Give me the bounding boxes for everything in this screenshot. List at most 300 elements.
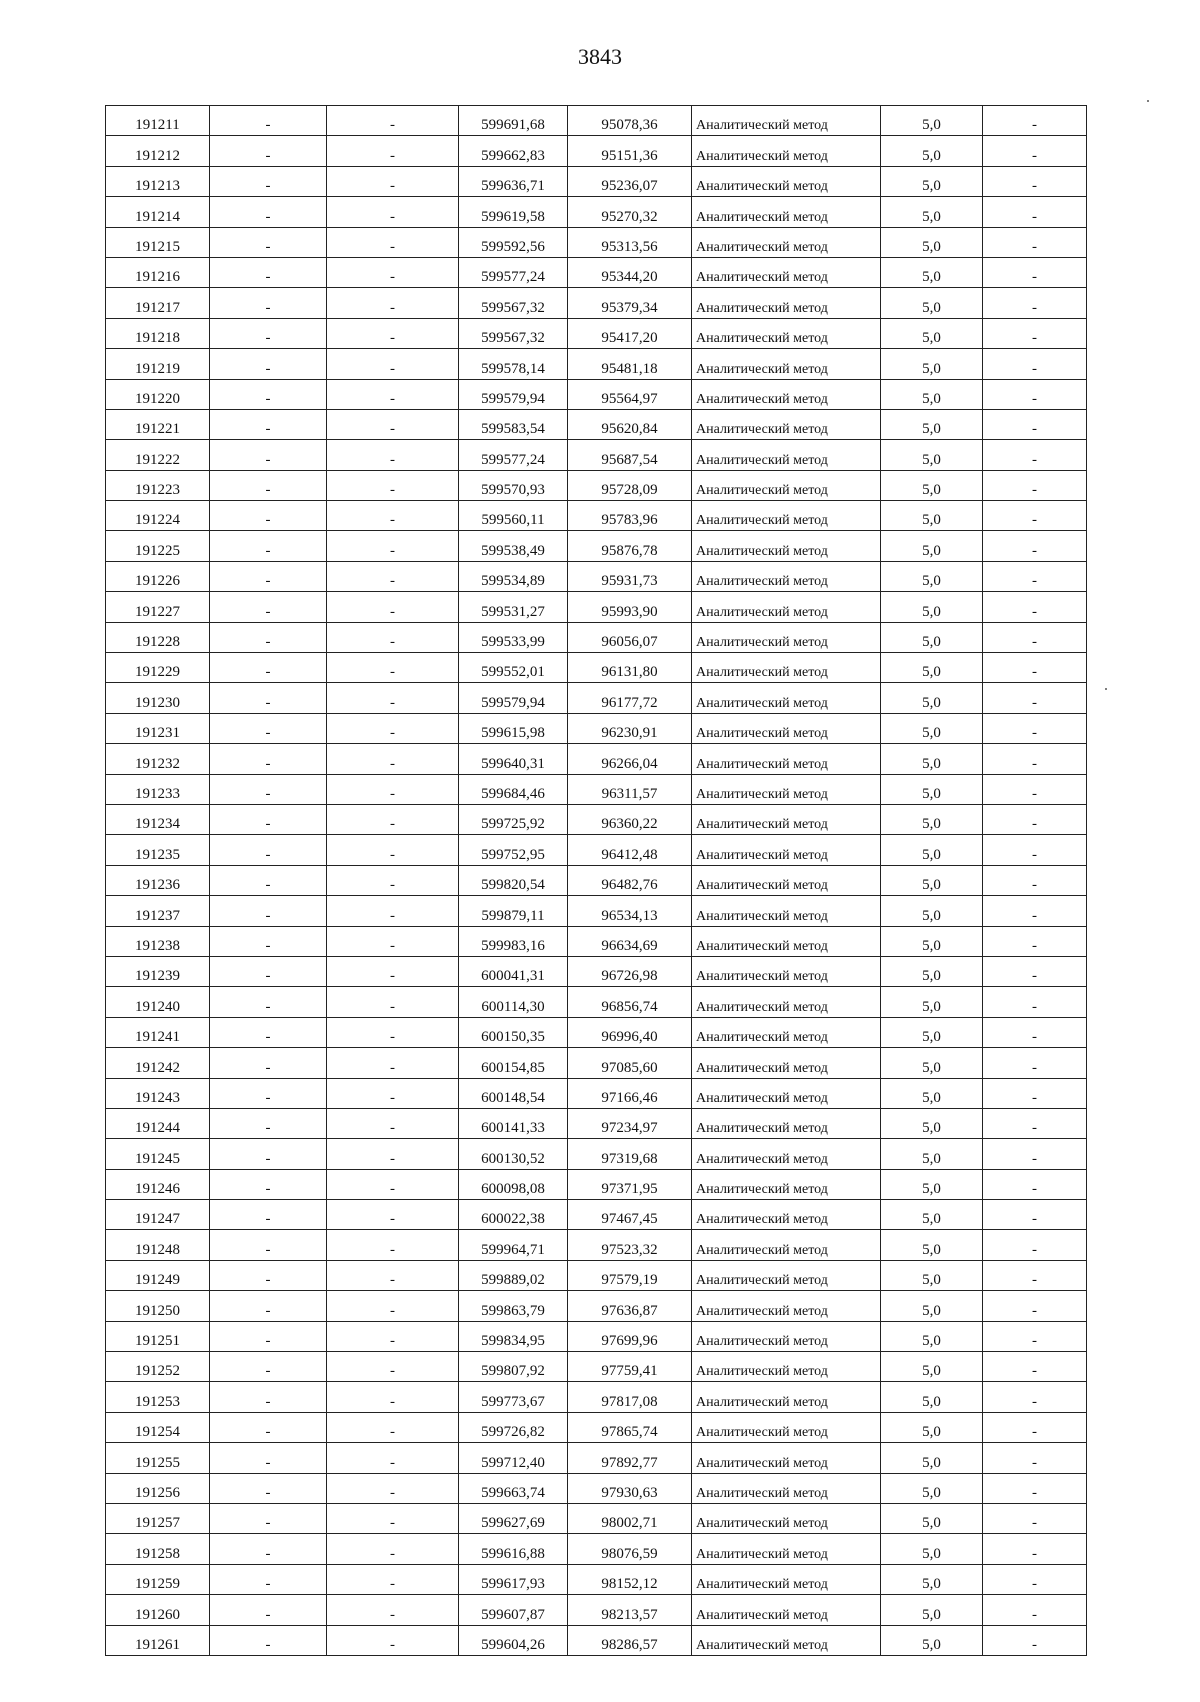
dash-cell: - xyxy=(327,835,459,865)
dash-cell: - xyxy=(983,926,1087,956)
x-coordinate-cell: 599592,56 xyxy=(459,227,568,257)
point-number-cell: 191229 xyxy=(106,653,210,683)
table-row xyxy=(106,136,1087,166)
table-row xyxy=(106,288,1087,318)
y-coordinate-cell: 98152,12 xyxy=(568,1564,692,1594)
y-coordinate-cell: 96412,48 xyxy=(568,835,692,865)
point-number-cell: 191259 xyxy=(106,1564,210,1594)
dash-cell: - xyxy=(210,1139,327,1169)
dash-cell: - xyxy=(210,227,327,257)
table-row xyxy=(106,622,1087,652)
dash-cell: - xyxy=(327,1595,459,1625)
dash-cell: - xyxy=(210,1503,327,1533)
x-coordinate-cell: 599712,40 xyxy=(459,1443,568,1473)
accuracy-cell: 5,0 xyxy=(881,318,983,348)
x-coordinate-cell: 599663,74 xyxy=(459,1473,568,1503)
x-coordinate-cell: 599567,32 xyxy=(459,318,568,348)
y-coordinate-cell: 95078,36 xyxy=(568,106,692,136)
point-number-cell: 191256 xyxy=(106,1473,210,1503)
x-coordinate-cell: 600098,08 xyxy=(459,1169,568,1199)
method-cell: Аналитический метод xyxy=(692,1230,881,1260)
y-coordinate-cell: 97817,08 xyxy=(568,1382,692,1412)
dash-cell: - xyxy=(983,1382,1087,1412)
dash-cell: - xyxy=(983,1078,1087,1108)
point-number-cell: 191244 xyxy=(106,1108,210,1138)
y-coordinate-cell: 97166,46 xyxy=(568,1078,692,1108)
table-row xyxy=(106,713,1087,743)
point-number-cell: 191217 xyxy=(106,288,210,318)
table-row xyxy=(106,1291,1087,1321)
point-number-cell: 191253 xyxy=(106,1382,210,1412)
dash-cell: - xyxy=(983,349,1087,379)
x-coordinate-cell: 599726,82 xyxy=(459,1412,568,1442)
y-coordinate-cell: 96177,72 xyxy=(568,683,692,713)
x-coordinate-cell: 599752,95 xyxy=(459,835,568,865)
table-row xyxy=(106,227,1087,257)
point-number-cell: 191236 xyxy=(106,865,210,895)
dash-cell: - xyxy=(210,1443,327,1473)
dash-cell: - xyxy=(327,592,459,622)
point-number-cell: 191245 xyxy=(106,1139,210,1169)
dash-cell: - xyxy=(210,1352,327,1382)
y-coordinate-cell: 96482,76 xyxy=(568,865,692,895)
table-row xyxy=(106,409,1087,439)
point-number-cell: 191243 xyxy=(106,1078,210,1108)
accuracy-cell: 5,0 xyxy=(881,409,983,439)
x-coordinate-cell: 599616,88 xyxy=(459,1534,568,1564)
x-coordinate-cell: 599579,94 xyxy=(459,683,568,713)
dash-cell: - xyxy=(210,1017,327,1047)
dash-cell: - xyxy=(327,1382,459,1412)
table-row xyxy=(106,1017,1087,1047)
dash-cell: - xyxy=(983,1169,1087,1199)
dash-cell: - xyxy=(983,1534,1087,1564)
y-coordinate-cell: 95236,07 xyxy=(568,166,692,196)
scan-speck xyxy=(1147,100,1149,102)
table-row xyxy=(106,592,1087,622)
dash-cell: - xyxy=(327,440,459,470)
method-cell: Аналитический метод xyxy=(692,622,881,652)
point-number-cell: 191254 xyxy=(106,1412,210,1442)
dash-cell: - xyxy=(327,1443,459,1473)
point-number-cell: 191238 xyxy=(106,926,210,956)
method-cell: Аналитический метод xyxy=(692,774,881,804)
dash-cell: - xyxy=(983,1321,1087,1351)
dash-cell: - xyxy=(210,1473,327,1503)
accuracy-cell: 5,0 xyxy=(881,1048,983,1078)
dash-cell: - xyxy=(210,956,327,986)
method-cell: Аналитический метод xyxy=(692,1200,881,1230)
dash-cell: - xyxy=(983,288,1087,318)
dash-cell: - xyxy=(327,744,459,774)
dash-cell: - xyxy=(327,1412,459,1442)
y-coordinate-cell: 97892,77 xyxy=(568,1443,692,1473)
dash-cell: - xyxy=(327,257,459,287)
dash-cell: - xyxy=(210,349,327,379)
x-coordinate-cell: 599662,83 xyxy=(459,136,568,166)
y-coordinate-cell: 95379,34 xyxy=(568,288,692,318)
table-row xyxy=(106,835,1087,865)
table-row xyxy=(106,166,1087,196)
method-cell: Аналитический метод xyxy=(692,1473,881,1503)
dash-cell: - xyxy=(983,531,1087,561)
dash-cell: - xyxy=(210,257,327,287)
y-coordinate-cell: 97636,87 xyxy=(568,1291,692,1321)
y-coordinate-cell: 95481,18 xyxy=(568,349,692,379)
accuracy-cell: 5,0 xyxy=(881,622,983,652)
dash-cell: - xyxy=(983,470,1087,500)
method-cell: Аналитический метод xyxy=(692,227,881,257)
x-coordinate-cell: 599964,71 xyxy=(459,1230,568,1260)
accuracy-cell: 5,0 xyxy=(881,1200,983,1230)
dash-cell: - xyxy=(210,713,327,743)
accuracy-cell: 5,0 xyxy=(881,136,983,166)
y-coordinate-cell: 96534,13 xyxy=(568,896,692,926)
method-cell: Аналитический метод xyxy=(692,257,881,287)
x-coordinate-cell: 599889,02 xyxy=(459,1260,568,1290)
accuracy-cell: 5,0 xyxy=(881,1443,983,1473)
y-coordinate-cell: 96266,04 xyxy=(568,744,692,774)
y-coordinate-cell: 95931,73 xyxy=(568,561,692,591)
y-coordinate-cell: 97467,45 xyxy=(568,1200,692,1230)
dash-cell: - xyxy=(327,1473,459,1503)
dash-cell: - xyxy=(983,136,1087,166)
table-row xyxy=(106,1534,1087,1564)
accuracy-cell: 5,0 xyxy=(881,1230,983,1260)
method-cell: Аналитический метод xyxy=(692,1352,881,1382)
dash-cell: - xyxy=(983,683,1087,713)
table-row xyxy=(106,1321,1087,1351)
accuracy-cell: 5,0 xyxy=(881,470,983,500)
table-row xyxy=(106,197,1087,227)
dash-cell: - xyxy=(983,1625,1087,1655)
x-coordinate-cell: 600022,38 xyxy=(459,1200,568,1230)
table-row xyxy=(106,774,1087,804)
y-coordinate-cell: 95270,32 xyxy=(568,197,692,227)
point-number-cell: 191227 xyxy=(106,592,210,622)
accuracy-cell: 5,0 xyxy=(881,1078,983,1108)
x-coordinate-cell: 599617,93 xyxy=(459,1564,568,1594)
accuracy-cell: 5,0 xyxy=(881,501,983,531)
dash-cell: - xyxy=(327,622,459,652)
y-coordinate-cell: 98286,57 xyxy=(568,1625,692,1655)
dash-cell: - xyxy=(327,987,459,1017)
x-coordinate-cell: 599583,54 xyxy=(459,409,568,439)
method-cell: Аналитический метод xyxy=(692,349,881,379)
dash-cell: - xyxy=(210,1291,327,1321)
accuracy-cell: 5,0 xyxy=(881,592,983,622)
dash-cell: - xyxy=(210,1078,327,1108)
dash-cell: - xyxy=(210,531,327,561)
y-coordinate-cell: 95687,54 xyxy=(568,440,692,470)
table-row xyxy=(106,501,1087,531)
dash-cell: - xyxy=(210,592,327,622)
dash-cell: - xyxy=(210,440,327,470)
dash-cell: - xyxy=(210,683,327,713)
x-coordinate-cell: 599615,98 xyxy=(459,713,568,743)
y-coordinate-cell: 95993,90 xyxy=(568,592,692,622)
dash-cell: - xyxy=(210,622,327,652)
dash-cell: - xyxy=(327,1048,459,1078)
accuracy-cell: 5,0 xyxy=(881,987,983,1017)
dash-cell: - xyxy=(327,1503,459,1533)
point-number-cell: 191211 xyxy=(106,106,210,136)
dash-cell: - xyxy=(983,227,1087,257)
method-cell: Аналитический метод xyxy=(692,1443,881,1473)
table-row xyxy=(106,1412,1087,1442)
x-coordinate-cell: 599578,14 xyxy=(459,349,568,379)
accuracy-cell: 5,0 xyxy=(881,1169,983,1199)
y-coordinate-cell: 96131,80 xyxy=(568,653,692,683)
dash-cell: - xyxy=(210,1625,327,1655)
method-cell: Аналитический метод xyxy=(692,1291,881,1321)
accuracy-cell: 5,0 xyxy=(881,288,983,318)
dash-cell: - xyxy=(327,349,459,379)
accuracy-cell: 5,0 xyxy=(881,653,983,683)
page-number: 3843 xyxy=(578,44,622,69)
dash-cell: - xyxy=(983,257,1087,287)
method-cell: Аналитический метод xyxy=(692,166,881,196)
method-cell: Аналитический метод xyxy=(692,1564,881,1594)
y-coordinate-cell: 95728,09 xyxy=(568,470,692,500)
y-coordinate-cell: 96360,22 xyxy=(568,804,692,834)
method-cell: Аналитический метод xyxy=(692,1139,881,1169)
accuracy-cell: 5,0 xyxy=(881,349,983,379)
method-cell: Аналитический метод xyxy=(692,136,881,166)
dash-cell: - xyxy=(210,561,327,591)
dash-cell: - xyxy=(983,896,1087,926)
point-number-cell: 191226 xyxy=(106,561,210,591)
x-coordinate-cell: 599820,54 xyxy=(459,865,568,895)
dash-cell: - xyxy=(983,1260,1087,1290)
point-number-cell: 191246 xyxy=(106,1169,210,1199)
table-row xyxy=(106,744,1087,774)
dash-cell: - xyxy=(983,1352,1087,1382)
x-coordinate-cell: 600150,35 xyxy=(459,1017,568,1047)
dash-cell: - xyxy=(327,1534,459,1564)
dash-cell: - xyxy=(327,1321,459,1351)
y-coordinate-cell: 97865,74 xyxy=(568,1412,692,1442)
point-number-cell: 191216 xyxy=(106,257,210,287)
dash-cell: - xyxy=(327,683,459,713)
accuracy-cell: 5,0 xyxy=(881,1139,983,1169)
dash-cell: - xyxy=(983,1473,1087,1503)
dash-cell: - xyxy=(983,1595,1087,1625)
x-coordinate-cell: 599567,32 xyxy=(459,288,568,318)
dash-cell: - xyxy=(210,1200,327,1230)
y-coordinate-cell: 97699,96 xyxy=(568,1321,692,1351)
accuracy-cell: 5,0 xyxy=(881,257,983,287)
table-row xyxy=(106,1503,1087,1533)
dash-cell: - xyxy=(210,1169,327,1199)
point-number-cell: 191230 xyxy=(106,683,210,713)
accuracy-cell: 5,0 xyxy=(881,1412,983,1442)
x-coordinate-cell: 599579,94 xyxy=(459,379,568,409)
dash-cell: - xyxy=(983,166,1087,196)
accuracy-cell: 5,0 xyxy=(881,379,983,409)
y-coordinate-cell: 97234,97 xyxy=(568,1108,692,1138)
dash-cell: - xyxy=(210,774,327,804)
point-number-cell: 191242 xyxy=(106,1048,210,1078)
x-coordinate-cell: 599691,68 xyxy=(459,106,568,136)
x-coordinate-cell: 599627,69 xyxy=(459,1503,568,1533)
dash-cell: - xyxy=(983,1200,1087,1230)
point-number-cell: 191260 xyxy=(106,1595,210,1625)
method-cell: Аналитический метод xyxy=(692,865,881,895)
dash-cell: - xyxy=(210,1534,327,1564)
x-coordinate-cell: 599807,92 xyxy=(459,1352,568,1382)
accuracy-cell: 5,0 xyxy=(881,1291,983,1321)
point-number-cell: 191233 xyxy=(106,774,210,804)
point-number-cell: 191232 xyxy=(106,744,210,774)
method-cell: Аналитический метод xyxy=(692,561,881,591)
dash-cell: - xyxy=(327,1139,459,1169)
method-cell: Аналитический метод xyxy=(692,1321,881,1351)
dash-cell: - xyxy=(210,1564,327,1594)
method-cell: Аналитический метод xyxy=(692,440,881,470)
dash-cell: - xyxy=(327,531,459,561)
x-coordinate-cell: 599863,79 xyxy=(459,1291,568,1321)
method-cell: Аналитический метод xyxy=(692,804,881,834)
method-cell: Аналитический метод xyxy=(692,926,881,956)
dash-cell: - xyxy=(327,136,459,166)
dash-cell: - xyxy=(327,1260,459,1290)
method-cell: Аналитический метод xyxy=(692,683,881,713)
x-coordinate-cell: 599570,93 xyxy=(459,470,568,500)
table-row xyxy=(106,1139,1087,1169)
dash-cell: - xyxy=(983,501,1087,531)
accuracy-cell: 5,0 xyxy=(881,227,983,257)
accuracy-cell: 5,0 xyxy=(881,1321,983,1351)
dash-cell: - xyxy=(983,956,1087,986)
table-row xyxy=(106,926,1087,956)
dash-cell: - xyxy=(327,1352,459,1382)
x-coordinate-cell: 599983,16 xyxy=(459,926,568,956)
accuracy-cell: 5,0 xyxy=(881,531,983,561)
x-coordinate-cell: 599725,92 xyxy=(459,804,568,834)
accuracy-cell: 5,0 xyxy=(881,1595,983,1625)
dash-cell: - xyxy=(327,227,459,257)
dash-cell: - xyxy=(327,288,459,318)
accuracy-cell: 5,0 xyxy=(881,106,983,136)
dash-cell: - xyxy=(210,379,327,409)
point-number-cell: 191239 xyxy=(106,956,210,986)
accuracy-cell: 5,0 xyxy=(881,774,983,804)
x-coordinate-cell: 599552,01 xyxy=(459,653,568,683)
x-coordinate-cell: 599531,27 xyxy=(459,592,568,622)
table-row xyxy=(106,1595,1087,1625)
x-coordinate-cell: 600148,54 xyxy=(459,1078,568,1108)
table-row xyxy=(106,106,1087,136)
dash-cell: - xyxy=(327,896,459,926)
point-number-cell: 191228 xyxy=(106,622,210,652)
x-coordinate-cell: 599577,24 xyxy=(459,257,568,287)
table-row xyxy=(106,561,1087,591)
dash-cell: - xyxy=(210,987,327,1017)
dash-cell: - xyxy=(210,1595,327,1625)
y-coordinate-cell: 96996,40 xyxy=(568,1017,692,1047)
dash-cell: - xyxy=(327,653,459,683)
method-cell: Аналитический метод xyxy=(692,1048,881,1078)
method-cell: Аналитический метод xyxy=(692,987,881,1017)
dash-cell: - xyxy=(210,288,327,318)
y-coordinate-cell: 95620,84 xyxy=(568,409,692,439)
dash-cell: - xyxy=(210,835,327,865)
dash-cell: - xyxy=(983,1412,1087,1442)
y-coordinate-cell: 97085,60 xyxy=(568,1048,692,1078)
table-body xyxy=(106,106,1087,1656)
y-coordinate-cell: 97579,19 xyxy=(568,1260,692,1290)
method-cell: Аналитический метод xyxy=(692,1017,881,1047)
point-number-cell: 191220 xyxy=(106,379,210,409)
dash-cell: - xyxy=(210,470,327,500)
table-row xyxy=(106,379,1087,409)
dash-cell: - xyxy=(327,1108,459,1138)
dash-cell: - xyxy=(983,744,1087,774)
point-number-cell: 191249 xyxy=(106,1260,210,1290)
dash-cell: - xyxy=(327,106,459,136)
y-coordinate-cell: 97371,95 xyxy=(568,1169,692,1199)
point-number-cell: 191225 xyxy=(106,531,210,561)
x-coordinate-cell: 599619,58 xyxy=(459,197,568,227)
dash-cell: - xyxy=(983,653,1087,683)
dash-cell: - xyxy=(210,1382,327,1412)
accuracy-cell: 5,0 xyxy=(881,166,983,196)
accuracy-cell: 5,0 xyxy=(881,1564,983,1594)
x-coordinate-cell: 599773,67 xyxy=(459,1382,568,1412)
point-number-cell: 191252 xyxy=(106,1352,210,1382)
method-cell: Аналитический метод xyxy=(692,409,881,439)
y-coordinate-cell: 95783,96 xyxy=(568,501,692,531)
dash-cell: - xyxy=(210,896,327,926)
method-cell: Аналитический метод xyxy=(692,288,881,318)
dash-cell: - xyxy=(983,379,1087,409)
dash-cell: - xyxy=(327,470,459,500)
dash-cell: - xyxy=(983,1108,1087,1138)
point-number-cell: 191231 xyxy=(106,713,210,743)
dash-cell: - xyxy=(983,318,1087,348)
table-row xyxy=(106,531,1087,561)
y-coordinate-cell: 95344,20 xyxy=(568,257,692,287)
x-coordinate-cell: 599834,95 xyxy=(459,1321,568,1351)
point-number-cell: 191257 xyxy=(106,1503,210,1533)
dash-cell: - xyxy=(983,561,1087,591)
accuracy-cell: 5,0 xyxy=(881,956,983,986)
table-row xyxy=(106,1169,1087,1199)
dash-cell: - xyxy=(983,409,1087,439)
dash-cell: - xyxy=(210,1260,327,1290)
x-coordinate-cell: 600154,85 xyxy=(459,1048,568,1078)
coordinates-table xyxy=(105,105,1087,1656)
table-row xyxy=(106,1260,1087,1290)
table-row xyxy=(106,804,1087,834)
accuracy-cell: 5,0 xyxy=(881,197,983,227)
point-number-cell: 191248 xyxy=(106,1230,210,1260)
method-cell: Аналитический метод xyxy=(692,592,881,622)
x-coordinate-cell: 600141,33 xyxy=(459,1108,568,1138)
method-cell: Аналитический метод xyxy=(692,744,881,774)
dash-cell: - xyxy=(210,744,327,774)
y-coordinate-cell: 96056,07 xyxy=(568,622,692,652)
dash-cell: - xyxy=(327,1230,459,1260)
table-row xyxy=(106,318,1087,348)
table-row xyxy=(106,470,1087,500)
dash-cell: - xyxy=(327,561,459,591)
dash-cell: - xyxy=(210,409,327,439)
accuracy-cell: 5,0 xyxy=(881,804,983,834)
dash-cell: - xyxy=(327,713,459,743)
x-coordinate-cell: 599636,71 xyxy=(459,166,568,196)
